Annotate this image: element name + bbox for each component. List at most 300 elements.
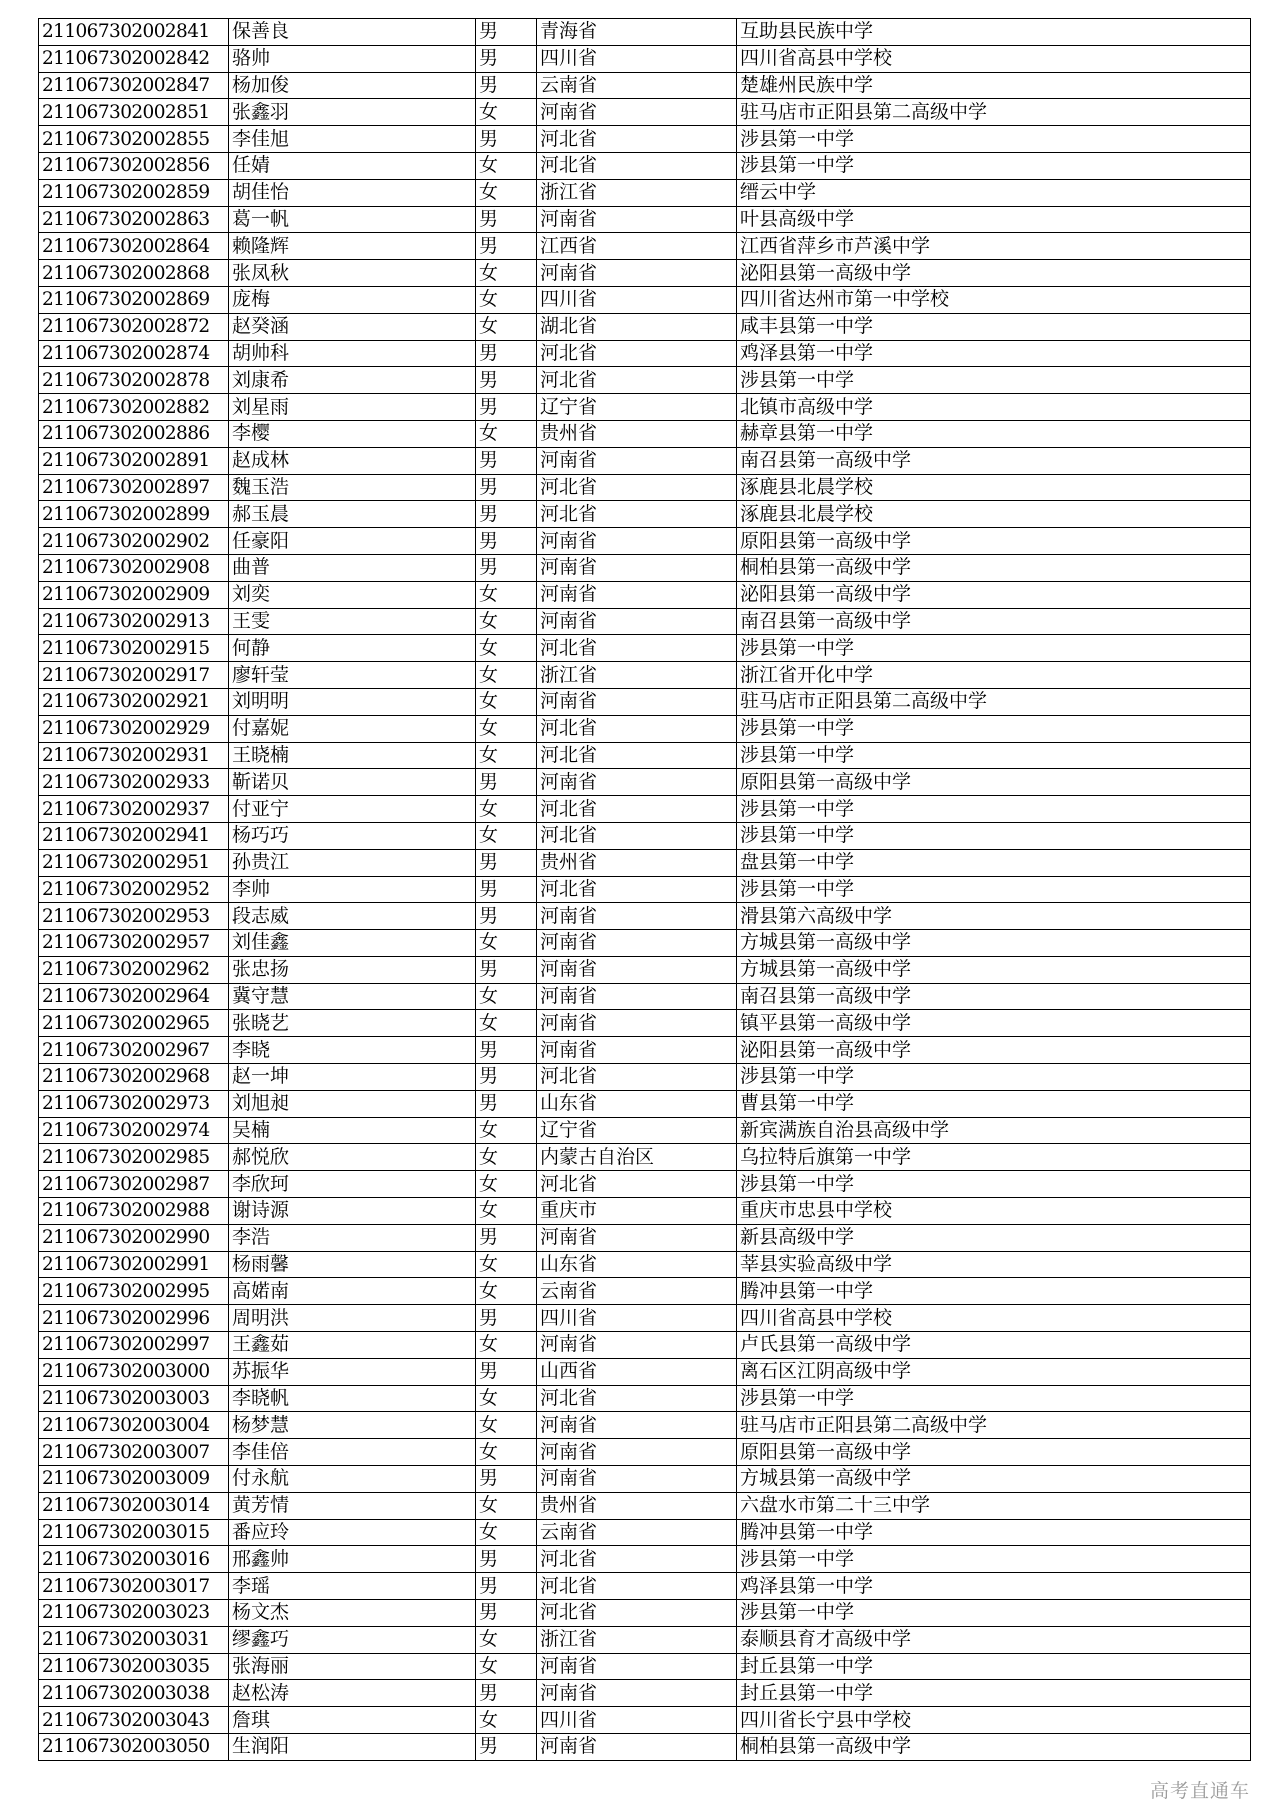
name-cell: 靳诺贝 [229,769,476,796]
table-row [39,554,1251,581]
province-cell: 河南省 [537,206,737,233]
table-row [39,608,1251,635]
name-cell: 王雯 [229,608,476,635]
province-cell: 河南省 [537,608,737,635]
school-cell: 涉县第一中学 [737,1171,1251,1198]
gender-cell: 女 [476,1519,537,1546]
province-cell: 河北省 [537,715,737,742]
province-cell: 河北省 [537,126,737,153]
gender-cell: 男 [476,394,537,421]
school-cell: 莘县实验高级中学 [737,1251,1251,1278]
name-cell: 付亚宁 [229,796,476,823]
table-row [39,447,1251,474]
province-cell: 山东省 [537,1090,737,1117]
province-cell: 辽宁省 [537,1117,737,1144]
gender-cell: 男 [476,45,537,72]
gender-cell: 女 [476,1332,537,1359]
table-row [39,1010,1251,1037]
exam-id-cell: 211067302003004 [39,1412,229,1439]
gender-cell: 女 [476,1492,537,1519]
province-cell: 河南省 [537,1332,737,1359]
table-row [39,179,1251,206]
name-cell: 李欣珂 [229,1171,476,1198]
gender-cell: 男 [476,849,537,876]
name-cell: 李帅 [229,876,476,903]
gender-cell: 男 [476,1734,537,1761]
gender-cell: 女 [476,1251,537,1278]
province-cell: 河北省 [537,635,737,662]
province-cell: 河南省 [537,1653,737,1680]
exam-id-cell: 211067302003016 [39,1546,229,1573]
gender-cell: 女 [476,1117,537,1144]
school-cell: 涉县第一中学 [737,367,1251,394]
exam-id-cell: 211067302002913 [39,608,229,635]
school-cell: 涉县第一中学 [737,152,1251,179]
exam-id-cell: 211067302002964 [39,983,229,1010]
school-cell: 南召县第一高级中学 [737,608,1251,635]
province-cell: 云南省 [537,72,737,99]
gender-cell: 女 [476,99,537,126]
table-row [39,501,1251,528]
exam-id-cell: 211067302003003 [39,1385,229,1412]
table-row [39,1546,1251,1573]
name-cell: 张鑫羽 [229,99,476,126]
province-cell: 湖北省 [537,313,737,340]
name-cell: 保善良 [229,19,476,46]
name-cell: 张忠扬 [229,956,476,983]
name-cell: 任豪阳 [229,528,476,555]
province-cell: 河南省 [537,581,737,608]
name-cell: 魏玉浩 [229,474,476,501]
school-cell: 鸡泽县第一中学 [737,1573,1251,1600]
gender-cell: 女 [476,635,537,662]
name-cell: 付嘉妮 [229,715,476,742]
name-cell: 杨梦慧 [229,1412,476,1439]
gender-cell: 男 [476,903,537,930]
table-row [39,233,1251,260]
table-row [39,394,1251,421]
gender-cell: 男 [476,233,537,260]
exam-id-cell: 211067302003043 [39,1707,229,1734]
table-row [39,367,1251,394]
table-row [39,1492,1251,1519]
gender-cell: 男 [476,72,537,99]
name-cell: 高婼南 [229,1278,476,1305]
province-cell: 重庆市 [537,1198,737,1225]
exam-id-cell: 211067302002967 [39,1037,229,1064]
province-cell: 河北省 [537,501,737,528]
school-cell: 驻马店市正阳县第二高级中学 [737,99,1251,126]
school-cell: 四川省长宁县中学校 [737,1707,1251,1734]
school-cell: 涿鹿县北晨学校 [737,501,1251,528]
gender-cell: 女 [476,742,537,769]
exam-id-cell: 211067302002872 [39,313,229,340]
exam-id-cell: 211067302002882 [39,394,229,421]
gender-cell: 女 [476,796,537,823]
name-cell: 张海丽 [229,1653,476,1680]
gender-cell: 男 [476,367,537,394]
name-cell: 黄芳情 [229,1492,476,1519]
exam-id-cell: 211067302002933 [39,769,229,796]
table-row [39,1412,1251,1439]
table-row [39,474,1251,501]
exam-id-cell: 211067302003050 [39,1734,229,1761]
name-cell: 李晓 [229,1037,476,1064]
table-row [39,1305,1251,1332]
school-cell: 涉县第一中学 [737,1385,1251,1412]
name-cell: 何静 [229,635,476,662]
province-cell: 浙江省 [537,1626,737,1653]
school-cell: 六盘水市第二十三中学 [737,1492,1251,1519]
school-cell: 涉县第一中学 [737,742,1251,769]
exam-id-cell: 211067302002941 [39,822,229,849]
exam-id-cell: 211067302002921 [39,688,229,715]
school-cell: 涉县第一中学 [737,876,1251,903]
table-row [39,1653,1251,1680]
province-cell: 浙江省 [537,179,737,206]
table-row [39,1171,1251,1198]
province-cell: 河北省 [537,152,737,179]
exam-id-cell: 211067302002917 [39,662,229,689]
gender-cell: 女 [476,662,537,689]
exam-id-cell: 211067302002974 [39,1117,229,1144]
table-row [39,340,1251,367]
gender-cell: 男 [476,1224,537,1251]
exam-id-cell: 211067302003017 [39,1573,229,1600]
name-cell: 杨巧巧 [229,822,476,849]
name-cell: 骆帅 [229,45,476,72]
province-cell: 河北省 [537,796,737,823]
school-cell: 镇平县第一高级中学 [737,1010,1251,1037]
table-row [39,420,1251,447]
name-cell: 曲普 [229,554,476,581]
exam-id-cell: 211067302002987 [39,1171,229,1198]
school-cell: 赫章县第一中学 [737,420,1251,447]
exam-id-cell: 211067302003031 [39,1626,229,1653]
school-cell: 封丘县第一中学 [737,1680,1251,1707]
school-cell: 滑县第六高级中学 [737,903,1251,930]
province-cell: 河南省 [537,1412,737,1439]
gender-cell: 男 [476,340,537,367]
exam-id-cell: 211067302002951 [39,849,229,876]
table-row [39,45,1251,72]
table-row [39,635,1251,662]
gender-cell: 男 [476,1305,537,1332]
table-row [39,528,1251,555]
table-row [39,260,1251,287]
province-cell: 河南省 [537,930,737,957]
exam-id-cell: 211067302003014 [39,1492,229,1519]
school-cell: 重庆市忠县中学校 [737,1198,1251,1225]
exam-id-cell: 211067302002985 [39,1144,229,1171]
province-cell: 河北省 [537,367,737,394]
province-cell: 河南省 [537,688,737,715]
school-cell: 涉县第一中学 [737,715,1251,742]
name-cell: 刘康希 [229,367,476,394]
exam-id-cell: 211067302003009 [39,1466,229,1493]
gender-cell: 女 [476,260,537,287]
exam-id-cell: 211067302002937 [39,796,229,823]
province-cell: 河南省 [537,903,737,930]
province-cell: 河北省 [537,1064,737,1091]
gender-cell: 女 [476,688,537,715]
table-row [39,19,1251,46]
school-cell: 卢氏县第一高级中学 [737,1332,1251,1359]
gender-cell: 女 [476,1385,537,1412]
exam-id-cell: 211067302002878 [39,367,229,394]
gender-cell: 女 [476,608,537,635]
name-cell: 赵一坤 [229,1064,476,1091]
exam-id-cell: 211067302002965 [39,1010,229,1037]
exam-id-cell: 211067302003015 [39,1519,229,1546]
province-cell: 河南省 [537,1037,737,1064]
gender-cell: 女 [476,1412,537,1439]
gender-cell: 女 [476,286,537,313]
gender-cell: 男 [476,1064,537,1091]
table-row [39,822,1251,849]
name-cell: 刘佳鑫 [229,930,476,957]
name-cell: 杨文杰 [229,1600,476,1627]
exam-id-cell: 211067302002856 [39,152,229,179]
table-row [39,581,1251,608]
gender-cell: 女 [476,1707,537,1734]
school-cell: 南召县第一高级中学 [737,447,1251,474]
province-cell: 河北省 [537,1546,737,1573]
gender-cell: 女 [476,983,537,1010]
gender-cell: 女 [476,1626,537,1653]
name-cell: 刘明明 [229,688,476,715]
gender-cell: 男 [476,1600,537,1627]
table-row [39,956,1251,983]
name-cell: 王晓楠 [229,742,476,769]
school-cell: 驻马店市正阳县第二高级中学 [737,1412,1251,1439]
school-cell: 盘县第一中学 [737,849,1251,876]
gender-cell: 女 [476,313,537,340]
school-cell: 泌阳县第一高级中学 [737,581,1251,608]
province-cell: 河北省 [537,474,737,501]
gender-cell: 女 [476,1144,537,1171]
name-cell: 李樱 [229,420,476,447]
name-cell: 李浩 [229,1224,476,1251]
school-cell: 新县高级中学 [737,1224,1251,1251]
school-cell: 离石区江阴高级中学 [737,1358,1251,1385]
gender-cell: 男 [476,447,537,474]
name-cell: 任婧 [229,152,476,179]
gender-cell: 女 [476,715,537,742]
table-row [39,769,1251,796]
name-cell: 谢诗源 [229,1198,476,1225]
exam-id-cell: 211067302002996 [39,1305,229,1332]
school-cell: 鸡泽县第一中学 [737,340,1251,367]
table-row [39,1251,1251,1278]
name-cell: 王鑫茹 [229,1332,476,1359]
province-cell: 河南省 [537,260,737,287]
school-cell: 互助县民族中学 [737,19,1251,46]
exam-id-cell: 211067302002991 [39,1251,229,1278]
school-cell: 腾冲县第一中学 [737,1519,1251,1546]
exam-id-cell: 211067302002968 [39,1064,229,1091]
province-cell: 河南省 [537,1224,737,1251]
province-cell: 河南省 [537,1680,737,1707]
province-cell: 河北省 [537,1385,737,1412]
province-cell: 河南省 [537,1466,737,1493]
school-cell: 桐柏县第一高级中学 [737,1734,1251,1761]
exam-id-cell: 211067302002842 [39,45,229,72]
table-row [39,1037,1251,1064]
school-cell: 涿鹿县北晨学校 [737,474,1251,501]
table-row [39,1117,1251,1144]
exam-id-cell: 211067302002855 [39,126,229,153]
province-cell: 四川省 [537,45,737,72]
table-row [39,1144,1251,1171]
exam-id-cell: 211067302002915 [39,635,229,662]
name-cell: 周明洪 [229,1305,476,1332]
exam-id-cell: 211067302002864 [39,233,229,260]
name-cell: 郝玉晨 [229,501,476,528]
table-row [39,152,1251,179]
exam-id-cell: 211067302002851 [39,99,229,126]
name-cell: 廖轩莹 [229,662,476,689]
table-row [39,1600,1251,1627]
school-cell: 曹县第一中学 [737,1090,1251,1117]
exam-id-cell: 211067302002869 [39,286,229,313]
name-cell: 杨加俊 [229,72,476,99]
province-cell: 河南省 [537,983,737,1010]
table-row [39,688,1251,715]
gender-cell: 女 [476,581,537,608]
school-cell: 原阳县第一高级中学 [737,528,1251,555]
name-cell: 生润阳 [229,1734,476,1761]
gender-cell: 男 [476,1680,537,1707]
name-cell: 赖隆辉 [229,233,476,260]
table-body [39,19,1251,1761]
school-cell: 方城县第一高级中学 [737,956,1251,983]
exam-id-cell: 211067302002997 [39,1332,229,1359]
name-cell: 赵成林 [229,447,476,474]
name-cell: 胡帅科 [229,340,476,367]
exam-id-cell: 211067302002868 [39,260,229,287]
province-cell: 河南省 [537,1734,737,1761]
table-row [39,313,1251,340]
province-cell: 青海省 [537,19,737,46]
school-cell: 涉县第一中学 [737,1546,1251,1573]
province-cell: 四川省 [537,1707,737,1734]
school-cell: 楚雄州民族中学 [737,72,1251,99]
table-row [39,796,1251,823]
province-cell: 河南省 [537,447,737,474]
province-cell: 河南省 [537,99,737,126]
gender-cell: 男 [476,956,537,983]
province-cell: 河北省 [537,876,737,903]
watermark-text: 高考直通车 [1149,1780,1250,1802]
name-cell: 张凤秋 [229,260,476,287]
name-cell: 苏振华 [229,1358,476,1385]
gender-cell: 女 [476,930,537,957]
exam-id-cell: 211067302002841 [39,19,229,46]
exam-id-cell: 211067302002874 [39,340,229,367]
school-cell: 涉县第一中学 [737,1600,1251,1627]
province-cell: 浙江省 [537,662,737,689]
gender-cell: 男 [476,876,537,903]
name-cell: 詹琪 [229,1707,476,1734]
table-row [39,72,1251,99]
table-row [39,849,1251,876]
gender-cell: 男 [476,1573,537,1600]
exam-id-cell: 211067302002897 [39,474,229,501]
table-row [39,1573,1251,1600]
province-cell: 山东省 [537,1251,737,1278]
table-row [39,1385,1251,1412]
school-cell: 原阳县第一高级中学 [737,769,1251,796]
table-row [39,1332,1251,1359]
province-cell: 河北省 [537,742,737,769]
gender-cell: 女 [476,420,537,447]
name-cell: 缪鑫巧 [229,1626,476,1653]
exam-id-cell: 211067302002847 [39,72,229,99]
name-cell: 张晓艺 [229,1010,476,1037]
name-cell: 吴楠 [229,1117,476,1144]
school-cell: 咸丰县第一中学 [737,313,1251,340]
gender-cell: 女 [476,152,537,179]
gender-cell: 女 [476,822,537,849]
province-cell: 内蒙古自治区 [537,1144,737,1171]
gender-cell: 女 [476,179,537,206]
province-cell: 山西省 [537,1358,737,1385]
name-cell: 冀守慧 [229,983,476,1010]
exam-id-cell: 211067302003023 [39,1600,229,1627]
province-cell: 四川省 [537,286,737,313]
gender-cell: 男 [476,19,537,46]
name-cell: 李晓帆 [229,1385,476,1412]
table-row [39,206,1251,233]
gender-cell: 男 [476,1546,537,1573]
admission-list-table [38,18,1251,1761]
province-cell: 江西省 [537,233,737,260]
school-cell: 泌阳县第一高级中学 [737,260,1251,287]
name-cell: 李瑶 [229,1573,476,1600]
name-cell: 庞梅 [229,286,476,313]
name-cell: 付永航 [229,1466,476,1493]
school-cell: 驻马店市正阳县第二高级中学 [737,688,1251,715]
exam-id-cell: 211067302002953 [39,903,229,930]
province-cell: 河南省 [537,956,737,983]
table-row [39,1626,1251,1653]
province-cell: 河南省 [537,1439,737,1466]
name-cell: 刘旭昶 [229,1090,476,1117]
gender-cell: 女 [476,1439,537,1466]
gender-cell: 男 [476,1466,537,1493]
table-row [39,1090,1251,1117]
exam-id-cell: 211067302002988 [39,1198,229,1225]
table-row [39,1466,1251,1493]
exam-id-cell: 211067302002902 [39,528,229,555]
gender-cell: 男 [476,126,537,153]
name-cell: 杨雨馨 [229,1251,476,1278]
province-cell: 河南省 [537,554,737,581]
school-cell: 涉县第一中学 [737,822,1251,849]
gender-cell: 女 [476,1198,537,1225]
gender-cell: 男 [476,528,537,555]
gender-cell: 男 [476,1090,537,1117]
school-cell: 新宾满族自治县高级中学 [737,1117,1251,1144]
gender-cell: 男 [476,554,537,581]
province-cell: 四川省 [537,1305,737,1332]
province-cell: 贵州省 [537,1492,737,1519]
exam-id-cell: 211067302003007 [39,1439,229,1466]
name-cell: 胡佳怡 [229,179,476,206]
school-cell: 泌阳县第一高级中学 [737,1037,1251,1064]
province-cell: 辽宁省 [537,394,737,421]
